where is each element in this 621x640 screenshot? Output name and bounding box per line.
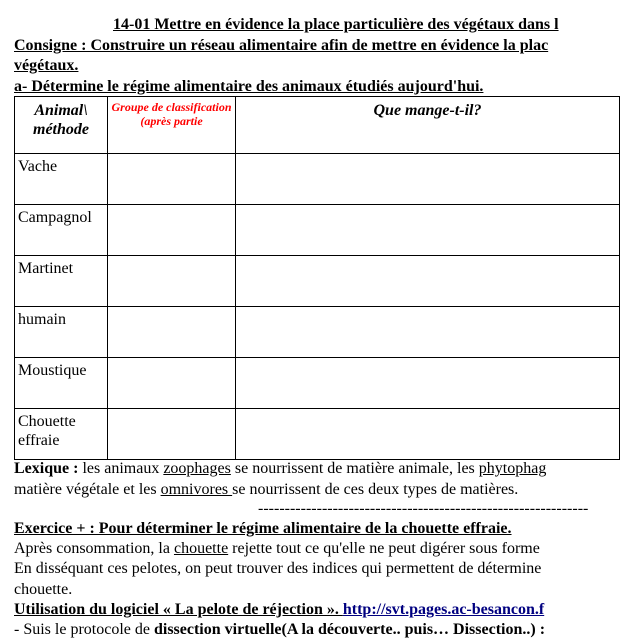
software-link[interactable]: http://svt.pages.ac-besancon.f [342, 601, 545, 618]
groupe-cell[interactable] [108, 307, 236, 358]
header-animal [15, 97, 108, 154]
mange-cell[interactable] [236, 409, 620, 460]
mange-cell[interactable] [236, 205, 620, 256]
lexique-line-2 [14, 481, 518, 499]
lexique-text: se nourrissent de matière animale, les [230, 460, 479, 477]
separator-line: -------------------------------------------------------------- [258, 500, 589, 517]
animal-cell: Martinet [15, 256, 108, 307]
protocole-line [14, 621, 545, 639]
exercice-text: rejette tout ce qu'elle ne peut digérer sous forme [228, 540, 540, 557]
groupe-cell[interactable] [108, 358, 236, 409]
term-zoophages: zoophages [163, 460, 231, 477]
animal-cell: Moustique [15, 358, 108, 409]
page-title: 14-01 Mettre en évidence la place particulière des végétaux dans l [113, 16, 559, 33]
animal-cell: humain [15, 307, 108, 358]
animal-cell: Chouette effraie [15, 409, 108, 460]
term-omnivores: omnivores [160, 481, 233, 498]
groupe-cell[interactable] [108, 409, 236, 460]
table-row [15, 154, 620, 205]
consigne-line-2: végétaux. [14, 57, 79, 74]
consigne-line-1: Consigne : Construire un réseau alimentaire afin de mettre en évidence la plac [14, 37, 549, 54]
header-groupe: Groupe de classification (après partie [108, 97, 236, 154]
lexique-text: matière végétale et les [14, 481, 161, 498]
lexique-label: Lexique : [14, 460, 79, 477]
mange-cell[interactable] [236, 358, 620, 409]
table-row [15, 358, 620, 409]
mange-cell[interactable] [236, 307, 620, 358]
term-phytophages: phytophag [478, 460, 547, 477]
lexique-line-1 [14, 460, 546, 478]
groupe-cell[interactable] [108, 154, 236, 205]
table-row [15, 256, 620, 307]
utilisation-line [14, 601, 544, 619]
groupe-cell[interactable] [108, 256, 236, 307]
utilisation-label: Utilisation du logiciel « La pelote de réjection ». [14, 601, 343, 618]
protocole-bold: dissection virtuelle(A la découverte.. puis… Dissection..) : [153, 621, 546, 638]
term-chouette: chouette [173, 540, 229, 557]
lexique-text: les animaux [78, 460, 164, 477]
exercice-line-3: chouette. [14, 581, 73, 598]
section-a-heading: a- Détermine le régime alimentaire des animaux étudiés aujourd'hui. [14, 78, 484, 95]
header-animal-line2: méthode [33, 121, 89, 138]
lexique-text: se nourrissent de ces deux types de matières. [232, 481, 519, 498]
animal-cell: Vache [15, 154, 108, 205]
exercice-title: Exercice + : Pour déterminer le régime alimentaire de la chouette effraie. [14, 520, 512, 537]
mange-cell[interactable] [236, 256, 620, 307]
animal-cell: Campagnol [15, 205, 108, 256]
header-animal-line1: Animal\ [34, 102, 88, 119]
groupe-cell[interactable] [108, 205, 236, 256]
header-que-mange: Que mange-t-il? [236, 97, 620, 154]
mange-cell[interactable] [236, 154, 620, 205]
table-row [15, 409, 620, 460]
table-row [15, 307, 620, 358]
diet-table [14, 96, 620, 460]
table-row [15, 205, 620, 256]
protocole-text: - Suis le protocole de [14, 621, 154, 638]
exercice-line-1 [14, 540, 540, 558]
table-header-row [15, 97, 620, 154]
exercice-text: Après consommation, la [14, 540, 174, 557]
exercice-line-2: En disséquant ces pelotes, on peut trouver des indices qui permettent de détermine [14, 560, 542, 577]
